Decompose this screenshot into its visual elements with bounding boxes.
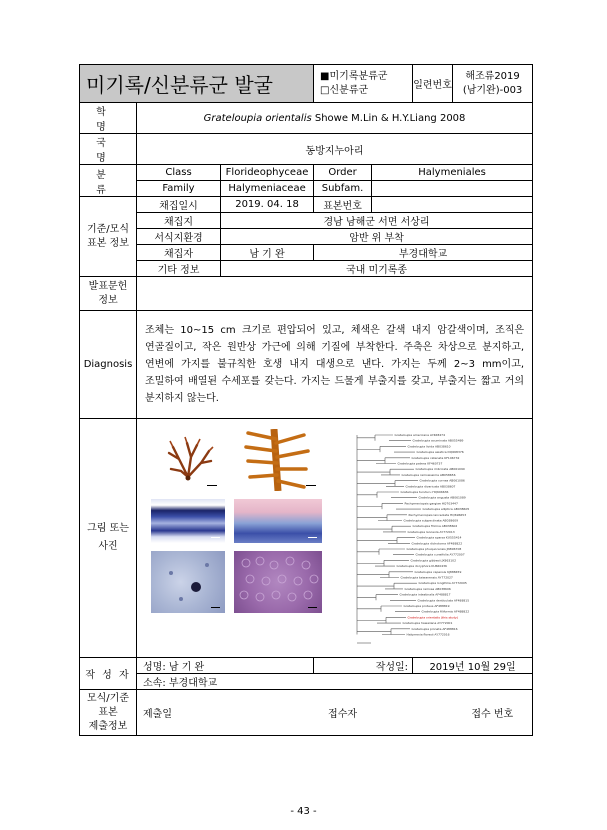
receiver-label: 접수자 — [314, 690, 372, 736]
tree-taxon-label: Grateloupia longifolia AY772005 — [418, 581, 467, 586]
cross-section-photo — [151, 499, 225, 543]
collection-site-label: 채집지 — [137, 213, 221, 229]
tree-taxon-label: Grateloupia gibbesii JX863102 — [410, 558, 456, 563]
tree-taxon-label: Grateloupia intestinalis AF488817 — [399, 592, 451, 597]
tree-taxon-label: Grateloupia imbricata AB061090 — [415, 467, 465, 472]
author-name: 성명: 남 기 완 — [137, 658, 314, 674]
specimen-info-label — [80, 197, 137, 277]
habitat: 암반 위 부착 — [221, 229, 533, 245]
korean-name: 동방지누아리 — [137, 134, 533, 165]
order-label: Order — [314, 165, 372, 181]
tree-taxon-label: Grateloupia cornea AB061086 — [419, 478, 465, 483]
collector-org: 부경대학교 — [314, 245, 533, 261]
collection-date: 2019. 04. 18 — [221, 197, 314, 213]
tree-taxon-label: Grateloupia turuturu HQ696636 — [400, 490, 449, 494]
tree-taxon-label: Grateloupia dichotoma AF488822 — [411, 541, 463, 546]
tree-taxon-label: Grateloupia taiwanensis AY772027 — [400, 575, 453, 580]
tree-taxon-label: Grateloupia elliptica AB038605 — [422, 507, 470, 512]
authority: Showe M.Lin & H.Y.Liang 2008 — [311, 112, 466, 124]
author-date: 2019년 10월 29일 — [413, 658, 533, 674]
tree-taxon-label: Grateloupia proteus AF488819 — [403, 604, 450, 608]
cortex-cells-photo — [151, 551, 225, 613]
literature-label — [80, 277, 137, 311]
tree-taxon-label: Grateloupia livida AB038610 — [407, 444, 451, 449]
habitat-label: 서식지환경 — [137, 229, 221, 245]
collection-site: 경남 남해군 서면 서상리 — [221, 213, 533, 229]
phylogenetic-tree — [345, 431, 515, 651]
order-value: Halymeniales — [372, 165, 533, 181]
tree-taxon-label: Grateloupia angusta AB061089 — [418, 495, 466, 500]
form-title: 미기록/신분류군 발굴 — [80, 65, 314, 103]
class-value: Florideophyceae — [221, 165, 314, 181]
submit-date-label: 제출일 — [137, 690, 221, 736]
other-info-label: 기타 정보 — [137, 261, 221, 277]
tree-taxon-label: Grateloupia patens KF460737 — [397, 461, 443, 466]
specimen-number-label: 표본번호 — [314, 197, 372, 213]
collector: 남 기 완 — [221, 245, 314, 261]
author-org: 소속: 부경대학교 — [137, 674, 533, 690]
genus-species: Grateloupia orientalis — [203, 112, 312, 124]
classification-label: 분 류 — [80, 165, 137, 197]
submission-label-1: 모식/기준 — [86, 692, 129, 704]
submit-date-value — [221, 690, 314, 736]
record-form — [79, 64, 533, 736]
branch-photo — [234, 429, 322, 491]
submission-label-2: 표본 — [98, 706, 118, 718]
tree-taxon-label: Grateloupia hawaiiana AY772001 — [402, 621, 453, 626]
korean-name-label: 국 명 — [80, 134, 137, 165]
category-options — [314, 65, 413, 103]
figure-label-1: 그림 또는 — [87, 523, 129, 534]
author-label: 작 성 자 — [80, 658, 137, 690]
option-unrecorded: ■미기록분류군 — [320, 70, 388, 82]
option-new-taxon: □신분류군 — [320, 84, 369, 96]
tree-taxon-label: Grateloupia subpectinata AB038609 — [403, 518, 459, 523]
family-value: Halymeniaceae — [221, 181, 314, 197]
tree-taxon-label: Grateloupia acuminata AB055489 — [412, 438, 464, 443]
scientific-name-label: 학 명 — [80, 103, 137, 134]
page-number: - 43 - — [290, 806, 317, 817]
medulla-cells-photo — [234, 551, 322, 613]
tree-taxon-label: Grateloupia orientalis (this study) — [407, 615, 458, 620]
tree-taxon-label: Grateloupia sparsa KU555414 — [416, 535, 462, 540]
diagnosis-label: Diagnosis — [80, 311, 137, 419]
literature — [137, 277, 533, 311]
diagnosis-text: 조체는 10~15 cm 크기로 편압되어 있고, 체색은 갈색 내지 암갈색이며, 조직은 연골질이고, 작은 원반상 가근에 의해 기질에 부착한다. 주축은 차상으로 분지하고, 연변에 가지를 불규칙한 호생 내지 대생으로 낸다. 가지는 두께 2~3 mm이고, 조밀하여 배열된 수세포를 갖는다. 가지는 드물게 부출지를 갖고, 부출지는 짧고 거의 분지하지 않는다. — [137, 311, 533, 419]
tree-taxon-label: Grateloupia asiatica DQ668376 — [416, 450, 464, 455]
class-label: Class — [137, 165, 221, 181]
serial-line-2: (남기완)-003 — [462, 84, 523, 96]
tree-taxon-label: Grateloupia doryphora KU660436 — [396, 564, 447, 569]
subfamily-value — [372, 181, 533, 197]
literature-label-2: 정보 — [98, 294, 118, 306]
figure-label — [80, 419, 137, 658]
serial-line-1: 해조류2019 — [465, 70, 520, 82]
serial-label: 일련번호 — [413, 65, 453, 103]
receipt-number-label: 접수 번호 — [453, 690, 533, 736]
receiver-value — [372, 690, 453, 736]
tree-taxon-label: Halymenia floresii AY772016 — [406, 632, 450, 637]
author-date-label: 작성일: — [314, 658, 413, 674]
tree-taxon-label: Grateloupia catenata KF196732 — [411, 455, 460, 460]
other-info: 국내 미기록종 — [221, 261, 533, 277]
specimen-number — [372, 197, 533, 213]
tree-taxon-label: Grateloupia ramosissima AB058656 — [401, 472, 456, 477]
literature-label-1: 발표문헌 — [88, 280, 128, 292]
submission-label — [80, 690, 137, 736]
specimen-label-2: 표본 정보 — [87, 237, 129, 249]
tree-taxon-label: Pachymeniopsis gargiae HQ703447 — [404, 501, 458, 506]
tree-taxon-label: Grateloupia ramosa AB038606 — [404, 586, 451, 591]
tree-taxon-label: Grateloupia divaricata AB038607 — [405, 484, 456, 489]
tree-taxon-label: Grateloupia filiformis AF488822 — [421, 609, 470, 614]
surface-section-photo — [234, 499, 322, 543]
figure-label-2: 사진 — [98, 541, 118, 552]
specimen-label-1: 기준/모식 — [86, 223, 129, 235]
tree-taxon-label: Grateloupia filicina AB038602 — [412, 524, 458, 529]
family-label: Family — [137, 181, 221, 197]
tree-taxon-label: Grateloupia cuneifolia AY772007 — [415, 552, 465, 557]
collection-date-label: 채집일시 — [137, 197, 221, 213]
tree-taxon-label: Pachymeniopsis lanceolata HQ696653 — [408, 512, 467, 517]
tree-taxon-label: Grateloupia capensis KJ888459 — [414, 569, 462, 574]
subfamily-label: Subfam. — [314, 181, 372, 197]
tree-taxon-label: Grateloupia pinnata AF488816 — [411, 626, 458, 631]
collector-label: 채집자 — [137, 245, 221, 261]
figure-panel — [137, 419, 533, 658]
tree-taxon-label: Grateloupia lanceola AY772013 — [407, 529, 455, 534]
submission-label-3: 제출정보 — [88, 720, 128, 732]
figure-area — [137, 419, 532, 657]
serial-number — [453, 65, 533, 103]
habit-photo — [151, 429, 225, 491]
tree-taxon-label: Grateloupia phuquocensis JN896708 — [406, 547, 462, 551]
scientific-name — [137, 103, 533, 134]
tree-taxon-label: Grateloupia denticulata AF488815 — [417, 598, 470, 603]
tree-taxon-label: Grateloupia americana AY468474 — [394, 433, 445, 437]
